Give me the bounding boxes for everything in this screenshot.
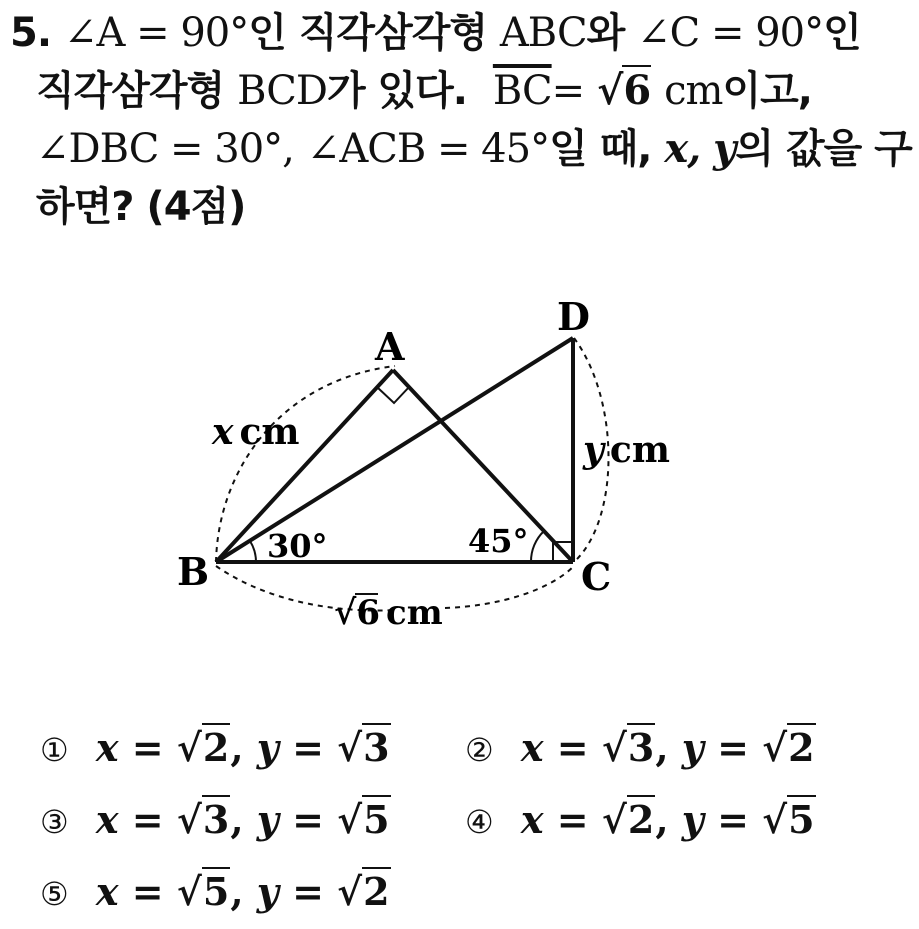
unit-cm: cm	[664, 68, 723, 114]
choice-number: ④	[465, 803, 494, 841]
choice-number: ⑤	[40, 875, 69, 913]
choice-2[interactable]: ② x = √3, y = √2	[465, 725, 815, 770]
choice-var-y: y	[681, 797, 704, 842]
label-a: A	[375, 324, 405, 369]
question-text-segment: 하면? (4점)	[36, 184, 246, 230]
label-bc-length: √6 cm	[334, 593, 443, 633]
choice-var-y: y	[681, 725, 704, 770]
problem-number: 5.	[10, 10, 52, 56]
equals-sign: =	[551, 68, 585, 114]
question-text-segment: 가 있다.	[326, 68, 467, 114]
variable-x: x,	[664, 125, 701, 172]
question-text	[10, 4, 912, 236]
choice-var-x: x	[95, 797, 119, 842]
choice-x-value: 3	[202, 797, 230, 842]
label-angle-30: 30°	[267, 527, 328, 565]
choice-y-value: 3	[363, 725, 390, 770]
triangle-figure	[0, 290, 919, 650]
question-line-3	[10, 120, 912, 178]
choice-number: ②	[465, 731, 494, 769]
choice-x-value: 3	[627, 725, 655, 770]
choice-var-x: x	[520, 725, 544, 770]
choice-y-value: 5	[788, 797, 815, 842]
label-d: D	[557, 294, 590, 339]
choice-3[interactable]: ③ x = √3, y = √5	[40, 797, 390, 842]
choice-y-value: 2	[788, 725, 815, 770]
question-line-2	[10, 62, 905, 120]
angle-dbc: ∠DBC = 30°,	[36, 126, 294, 172]
right-angle-mark-a	[377, 386, 410, 403]
angle-c: ∠C = 90°	[637, 10, 824, 56]
question-text-segment: 의 값을 구	[735, 126, 912, 172]
choice-x-value: 5	[202, 869, 230, 914]
label-x: x cm	[212, 411, 300, 453]
question-text-segment: 직각삼각형	[36, 68, 225, 114]
choice-x-value: 2	[202, 725, 230, 770]
choice-var-x: x	[95, 869, 119, 914]
sqrt-radicand: 6	[623, 67, 651, 114]
choice-var-y: y	[256, 725, 279, 770]
choice-number: ③	[40, 803, 69, 841]
choice-var-x: x	[520, 797, 544, 842]
label-c: C	[581, 554, 612, 599]
label-angle-45: 45°	[468, 522, 529, 560]
question-line-1	[10, 4, 905, 62]
question-text-segment: 일 때,	[549, 126, 652, 172]
question-text-segment: 인	[823, 10, 861, 56]
angle-a: ∠A = 90°	[63, 10, 249, 56]
choice-y-value: 5	[363, 797, 390, 842]
choice-5[interactable]: ⑤ x = √5, y = √2	[40, 869, 390, 914]
choice-4[interactable]: ④ x = √2, y = √5	[465, 797, 815, 842]
choice-1[interactable]: ① x = √2, y = √3	[40, 725, 390, 770]
angle-arc-c	[531, 531, 544, 562]
angle-arc-b	[250, 541, 256, 562]
variable-y: y	[713, 125, 736, 172]
choice-x-value: 2	[627, 797, 655, 842]
choice-number: ①	[40, 731, 69, 769]
sqrt-6: √6	[597, 67, 651, 114]
choice-var-y: y	[256, 797, 279, 842]
question-text-segment: 와	[586, 10, 625, 56]
question-text-segment: 이고,	[722, 68, 812, 114]
triangle-bcd: BCD	[237, 68, 327, 114]
label-b: B	[177, 549, 210, 594]
segment-bc: $\overline{BC}$	[492, 68, 552, 114]
label-y: y cm	[583, 429, 670, 471]
triangle-abc: ABC	[499, 10, 587, 56]
question-line-4	[10, 178, 905, 236]
angle-acb: ∠ACB = 45°	[306, 126, 550, 172]
question-text-segment: 인 직각삼각형	[248, 10, 487, 56]
choice-y-value: 2	[363, 869, 390, 914]
choice-var-y: y	[256, 869, 279, 914]
choice-var-x: x	[95, 725, 119, 770]
